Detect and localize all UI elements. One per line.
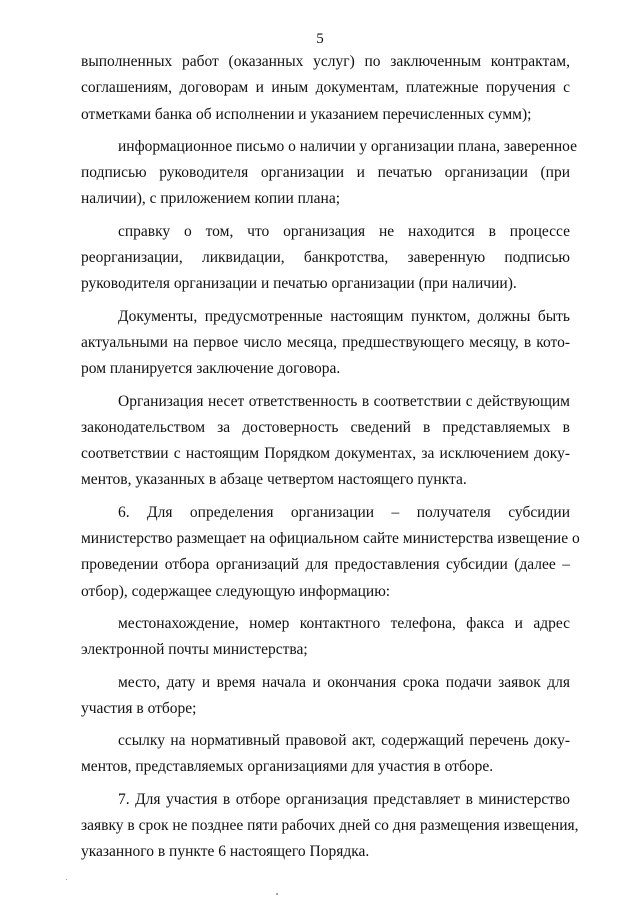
paragraph-certificate bbox=[81, 219, 570, 298]
text-line: актуальными на первое число месяца, предшествующего месяцу, в кото- bbox=[81, 333, 570, 351]
text-line: указанного в пункте 6 настоящего Порядка. bbox=[81, 843, 370, 861]
text-line: выполненных работ (оказанных услуг) по заключенным контрактам, bbox=[81, 53, 570, 70]
text-line: подписью руководителя организации и печатью организации (при bbox=[81, 164, 570, 182]
text-line: проведении отбора организаций для предоставления субсидии (далее – bbox=[81, 556, 570, 574]
text-line: участия в отборе; bbox=[81, 699, 197, 717]
text-line: электронной почты министерства; bbox=[81, 641, 308, 659]
scan-speck bbox=[66, 879, 67, 880]
text-line: наличии), с приложением копии плана; bbox=[81, 190, 341, 208]
paragraph-location bbox=[81, 611, 570, 664]
page-number: 5 bbox=[316, 31, 324, 47]
text-line: место, дату и время начала и окончания срока подачи заявок для bbox=[118, 673, 570, 691]
text-line: реорганизации, ликвидации, банкротства, заверенную подписью bbox=[81, 249, 570, 267]
text-line: Документы, предусмотренные настоящим пунктом, должны быть bbox=[118, 307, 570, 325]
text-line: справку о том, что организация не находится в процессе bbox=[118, 222, 570, 240]
text-line: ментов, указанных в абзаце четвертом настоящего пункта. bbox=[81, 471, 467, 489]
text-line: 7. Для участия в отборе организация представляет в министерство bbox=[118, 790, 570, 808]
text-line: ром планируется заключение договора. bbox=[81, 360, 341, 378]
text-line: 6. Для определения организации – получателя субсидии bbox=[118, 503, 570, 521]
text-line: руководителя организации и печатью организации (при наличии). bbox=[81, 275, 517, 293]
document-body bbox=[81, 49, 580, 866]
scan-speck bbox=[276, 893, 278, 895]
paragraph-legal-act bbox=[81, 728, 570, 781]
text-line: ментов, представляемых организациями для участия в отборе. bbox=[81, 758, 494, 776]
text-line: министерство размещает на официальном сайте министерства извещение о bbox=[81, 530, 580, 548]
text-line: информационное письмо о наличии у организации плана, заверенное bbox=[118, 137, 577, 155]
paragraph-item-6 bbox=[81, 500, 580, 605]
paragraph-dates bbox=[81, 670, 570, 723]
text-line: заявку в срок не позднее пяти рабочих дней со дня размещения извещения, bbox=[81, 817, 579, 835]
text-line: соответствии с настоящим Порядком документах, за исключением доку- bbox=[81, 445, 570, 463]
text-line: ссылку на нормативный правовой акт, содержащий перечень доку- bbox=[118, 732, 570, 750]
paragraph-responsibility bbox=[81, 389, 570, 494]
text-line: отбор), содержащее следующую информацию: bbox=[81, 582, 391, 600]
paragraph-item-7 bbox=[81, 787, 579, 866]
text-line: местонахождение, номер контактного телефона, факса и адрес bbox=[118, 614, 570, 632]
text-line: законодательством за достоверность сведений в представляемых в bbox=[81, 418, 570, 436]
text-line: отметками банка об исполнении и указанием перечисленных сумм); bbox=[81, 105, 532, 123]
paragraph-continuation bbox=[81, 49, 570, 128]
text-line: соглашениям, договорам и иным документам, платежные поручения с bbox=[81, 79, 570, 97]
paragraph-info-letter bbox=[81, 134, 577, 213]
paragraph-documents-actuality bbox=[81, 304, 570, 383]
text-line: Организация несет ответственность в соответствии с действующим bbox=[118, 392, 570, 410]
